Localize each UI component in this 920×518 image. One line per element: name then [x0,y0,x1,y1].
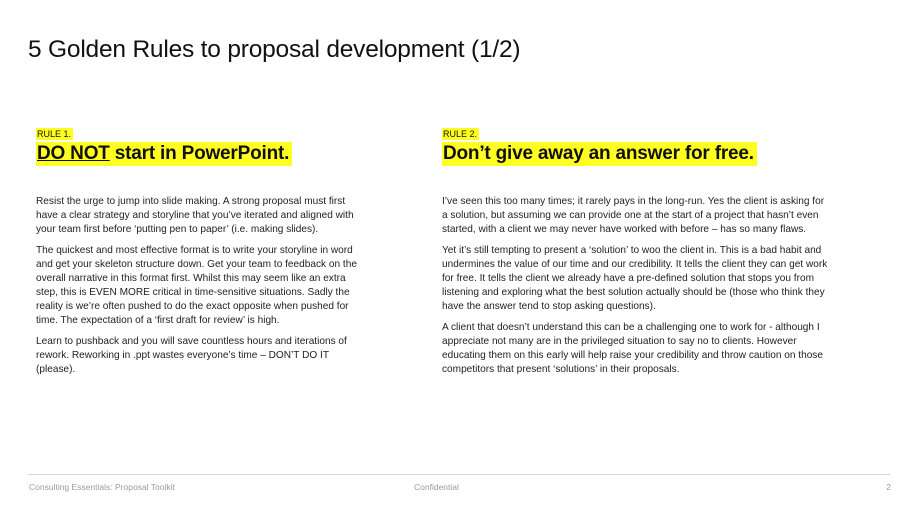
footer-page-number: 2 [886,482,891,492]
rule-1-heading-text: start in PowerPoint. [109,143,290,164]
rule-2-paragraph-1: I’ve seen this too many times; it rarely pays in the long-run. Yes the client is asking for a solution, but assuming we can provide one at the start of a project that hasn’t even started, with a client we may never have worked with before – has so many flaws. [442,196,825,235]
rule-2-paragraph-2: Yet it’s still tempting to present a ‘solution’ to woo the client in. This is a bad habit and undermines the value of our time and our credibility. It tells the client they can get work for free. It tells the client we already have a pre-defined solution that stops you from listening and exploring what the best solution actually should be (those who think they have the answer tend to stop asking questions). [442,245,828,312]
rule-2-body [442,195,832,377]
footer-confidential-label: Confidential [414,482,459,492]
footer-document-name: Consulting Essentials: Proposal Toolkit [29,482,175,492]
rule-1-paragraph-3: Learn to pushback and you will save countless hours and iterations of rework. Reworking in .ppt wastes everyone’s time – DON’T DO IT (please). [36,336,347,375]
slide-title: 5 Golden Rules to proposal development (1/2) [28,36,521,63]
rule-2-tag: RULE 2. [443,129,478,139]
rule-1-body [36,195,366,377]
rule-1-heading [36,142,292,166]
rule-2-heading: Don’t give away an answer for free. [442,142,757,166]
rule-1-paragraph-2: The quickest and most effective format is to write your storyline in word and get your skeleton structure down. Get your team to feedback on the overall narrative in this format first. Whilst this may seem like an extra step, this is EVEN MORE critical in time-sensitive situations. Sadly the reality is we’re often pushed to do the exact opposite when pushed for time. The expectation of a ‘first draft for review’ is high. [36,245,357,326]
footer-divider [28,474,890,475]
rule-1-heading-emphasis: DO NOT [37,143,110,164]
rule-2-section [442,124,832,384]
rule-1-section [36,124,366,384]
rule-1-paragraph-1: Resist the urge to jump into slide making. A strong proposal must first have a clear strategy and storyline that you’ve iterated and aligned with your team first before ‘putting pen to paper’ (i.e. making slides). [36,196,354,235]
rule-2-paragraph-3: A client that doesn’t understand this can be a challenging one to work for - although I appreciate not many are in the privileged situation to say no to clients. However educating them on this early will help raise your credibility and throw caution on those competitors that present ‘solutions’ in their proposals. [442,322,823,375]
rule-1-tag: RULE 1. [37,129,72,139]
